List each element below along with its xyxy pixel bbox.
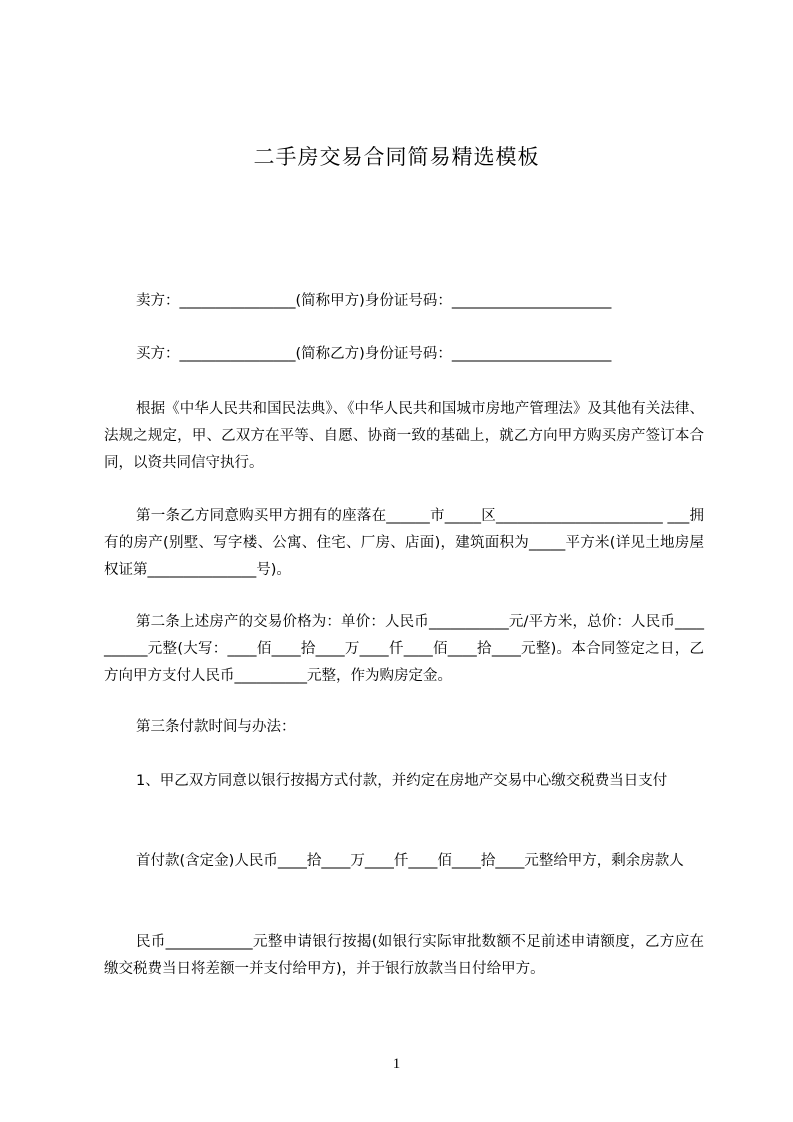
- article-one-paragraph: 第一条乙方同意购买甲方拥有的座落在______市_____区_______________________ ___拥有的房产(别墅、写字楼、公寓、住宅、厂房、店面)，建筑面积为_____平方米(详见土地房屋权证第_______________号)。: [104, 508, 704, 578]
- payment-clause-one: 1、甲乙双方同意以银行按揭方式付款，并约定在房地产交易中心缴交税费当日支付: [136, 773, 668, 789]
- legal-basis-paragraph: 根据《中华人民共和国民法典》、《中华人民共和国城市房地产管理法》及其他有关法律、法规之规定，甲、乙双方在平等、自愿、协商一致的基础上，就乙方向甲方购买房产签订本合同，以资共同信守执行。: [104, 401, 704, 471]
- buyer-paragraph: 买方：________________(简称乙方)身份证号码：______________________: [136, 346, 612, 362]
- document-title: 二手房交易合同简易精选模板: [253, 145, 540, 169]
- seller-paragraph: 卖方：________________(简称甲方)身份证号码：______________________: [136, 293, 612, 309]
- article-two-paragraph: 第二条上述房产的交易价格为：单价：人民币___________元/平方米，总价：人民币__________元整(大写：____佰____拾____万____仟____佰____拾____元整)。本合同签定之日，乙方向甲方支付人民币__________元整，作为购房定金。: [104, 614, 704, 684]
- article-three-heading: 第三条付款时间与办法：: [136, 719, 296, 735]
- down-payment-paragraph: 首付款(含定金)人民币____拾____万____仟____佰____拾____元整给甲方，剩余房款人: [136, 853, 684, 869]
- page-number: 1: [392, 1056, 401, 1072]
- mortgage-paragraph: 民币____________元整申请银行按揭(如银行实际审批数额不足前述申请额度，乙方应在缴交税费当日将差额一并支付给甲方)，并于银行放款当日付给甲方。: [104, 934, 704, 977]
